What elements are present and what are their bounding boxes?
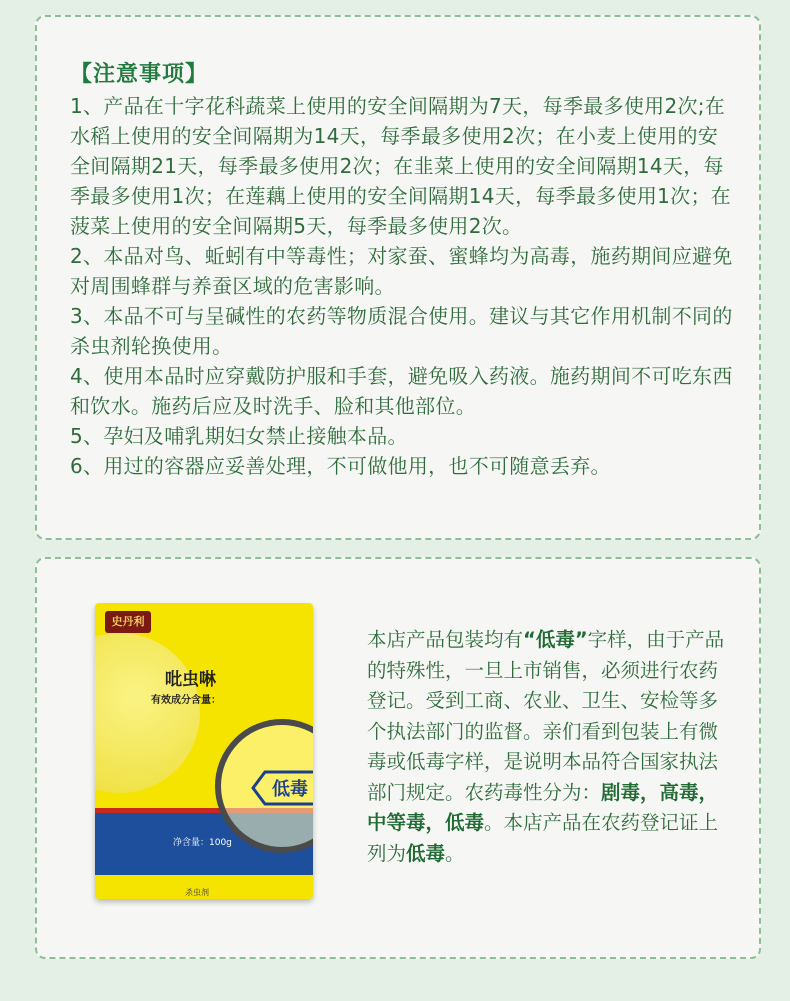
precaution-item: 5、孕妇及哺乳期妇女禁止接触本品。 [70,424,408,448]
precautions-list [70,91,735,481]
precautions-title: 【注意事项】 [70,62,209,87]
brand-logo: 史丹利 [105,611,151,633]
product-category: 杀虫剂 [185,888,209,897]
precautions-card [35,15,761,540]
precaution-item: 6、用过的容器应妥善处理，不可做他用，也不可随意丢弃。 [70,454,611,478]
product-package-image [95,603,313,899]
info-text-part: 。 [445,841,465,865]
precaution-item: 1、产品在十字花科蔬菜上使用的安全间隔期为7天，每季最多使用2次;在水稻上使用的安全间隔期为14天，每季最多使用2次；在小麦上使用的安全间隔期21天，每季最多使用2次；在韭菜上使用的安全间隔期14天，每季最多使用1次；在莲藕上使用的安全间隔期14天，每季最多使用1次；在菠菜上使用的安全间隔期5天，每季最多使用2次。 [70,94,732,238]
toxicity-label: 低毒 [272,779,308,800]
info-text-part: 字样，由于产品的特殊性，一旦上市销售，必须进行农药登记。受到工商、农业、卫生、安检等多个执法部门的监督。亲们看到包装上有微毒或低毒字样，是说明本品符合国家执法部门规定。农药毒性分为： [367,628,725,804]
info-text-emphasis: 剧毒，高毒，中等毒，低毒 [367,780,719,834]
info-text-part: 本店产品包装均有 [367,628,524,651]
precaution-item: 3、本品不可与呈碱性的农药等物质混合使用。建议与其它作用机制不同的杀虫剂轮换使用。 [70,304,733,358]
info-text-part: 。本店产品在农药登记证上列为 [367,811,719,865]
precaution-item: 2、本品对鸟、蚯蚓有中等毒性；对家蚕、蜜蜂均为高毒，施药期间应避免对周围蜂群与养蚕区域的危害影响。 [70,244,733,298]
product-name: 吡虫啉 [165,670,216,690]
net-content: 净含量：100g [173,838,232,848]
product-ingredient-label: 有效成分含量： [151,695,221,706]
toxicity-info-card [35,557,761,959]
info-text-emphasis: 低毒 [406,841,446,865]
decorative-ball [95,633,200,793]
precaution-item: 4、使用本品时应穿戴防护服和手套，避免吸入药液。施药期间不可吃东西和饮水。施药后应及时洗手、脸和其他部位。 [70,364,733,418]
info-text-emphasis: “低毒” [523,628,588,651]
toxicity-description [367,625,727,869]
